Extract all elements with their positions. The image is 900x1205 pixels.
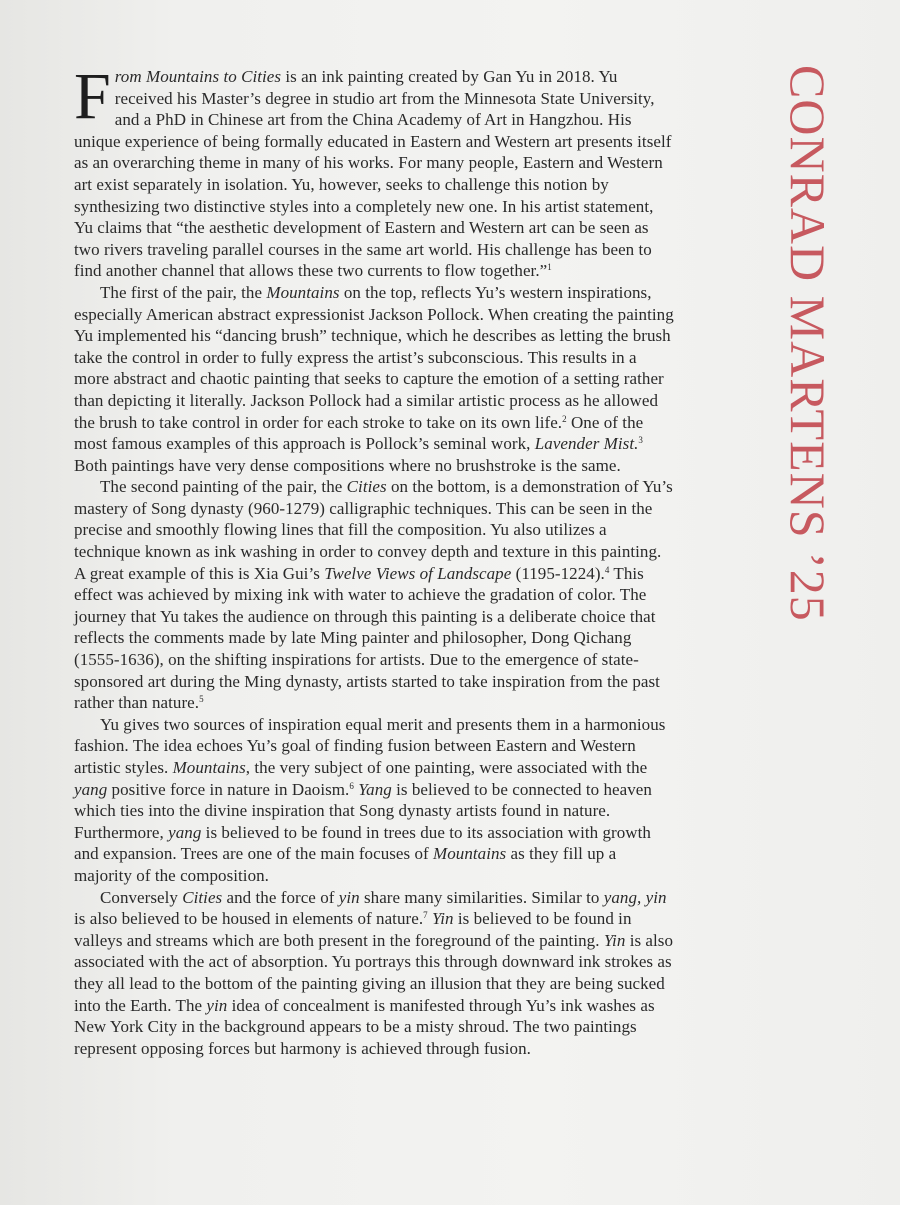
author-sidebar-title: CONRAD MARTENS ’25 xyxy=(780,65,836,622)
artwork-title: Cities xyxy=(182,887,223,907)
paragraph-2 xyxy=(74,282,674,476)
paragraph-text: This effect was achieved by mixing ink with water to achieve the gradation of color. The journey that Yu takes the audience on through this painting is a deliberate choice that reflects the comments made by late Ming painter and philosopher, Dong Qichang (1555-1636), on the shifting inspirations for artists. Due to the emergence of state-sponsored art during the Ming dynasty, artists started to take inspiration from the past rather than nature. xyxy=(74,563,660,713)
paragraph-1 xyxy=(74,60,674,282)
emphasis: yin xyxy=(206,995,228,1015)
paragraph-text: One of the most famous examples of this approach is Pollock’s seminal work, xyxy=(74,412,644,454)
emphasis: yang, yin xyxy=(603,887,667,907)
paragraph-text: Conversely xyxy=(100,887,183,907)
paragraph-text: idea of concealment is manifested through Yu’s ink washes as New York City in the background appears to be a misty shroud. The two paintings represent opposing forces but harmony is achieved through fusion. xyxy=(74,995,655,1058)
paragraph-text: Both paintings have very dense compositions where no brushstroke is the same. xyxy=(74,455,621,475)
paragraph-text: on the bottom, is a demonstration of Yu’s mastery of Song dynasty (960-1279) calligraphic techniques. This can be seen in the precise and smoothly flowing lines that fill the composition. Yu also utilizes a technique known as ink washing in order to convey depth and texture in this painting. A great example of this is Xia Gui’s xyxy=(74,477,673,583)
footnote-ref: 5 xyxy=(199,694,204,705)
paragraph-text: is believed to be found in valleys and streams which are both present in the foreground of the painting. xyxy=(74,909,632,950)
emphasis: Yang xyxy=(358,779,392,799)
artwork-title: Mountains xyxy=(172,758,246,777)
paragraph-text: The first of the pair, the xyxy=(100,282,267,302)
drop-cap: F xyxy=(74,60,111,133)
footnote-ref: 3 xyxy=(638,435,643,446)
footnote-ref: 6 xyxy=(349,780,354,791)
artwork-title: Mountains xyxy=(433,844,507,864)
paragraph-text: is believed to be connected to heaven which ties into the divine inspiration that Song dynasty artists found in nature. Furthermore, xyxy=(74,779,652,842)
paragraph-text: is an ink painting created by Gan Yu in 2018. Yu received his Master’s degree in studio art from the Minnesota State University, and a PhD in Chinese art from the China Academy of Art in Hangzhou. His unique experience of being formally educated in Eastern and Western art presents itself as an overarching theme in many of his works. For many people, Eastern and Western art exist separately in isolation. Yu, however, seeks to challenge this notion by synthesizing two distinctive styles into a completely new one. In his artist statement, Yu claims that “the aesthetic development of Eastern and Western art can be seen as two rivers traveling parallel courses in the same art world. His challenge has been to find another channel that allows these two currents to flow together.” xyxy=(74,67,672,281)
paragraph-4 xyxy=(74,714,674,887)
paragraph-text: is also associated with the act of absorption. Yu portrays this through downward ink strokes as they all lead to the bottom of the painting giving an illusion that they are being sucked into the Earth. The xyxy=(74,930,674,1015)
essay-body xyxy=(74,60,674,1059)
artwork-title: Twelve Views of Landscape xyxy=(324,563,512,583)
paragraph-text: The second painting of the pair, the xyxy=(100,477,347,497)
artwork-title: Mountains xyxy=(266,282,340,302)
paragraph-text: is believed to be found in trees due to its association with growth and expansion. Trees are one of the main focuses of xyxy=(74,822,651,864)
footnote-ref: 4 xyxy=(604,564,610,575)
paragraph-text: (1195-1224). xyxy=(511,563,605,583)
paragraph-text: and the force of xyxy=(222,887,339,907)
paragraph-text: is also believed to be housed in elements of nature. xyxy=(74,909,424,929)
paragraph-text: , the very subject of one painting, were associated with the xyxy=(245,758,648,777)
paragraph-text: Yu gives two sources of inspiration equal merit and presents them in a harmonious fashion. The idea echoes Yu’s goal of finding fusion between Eastern and Western artistic styles. xyxy=(74,714,666,777)
footnote-ref: 7 xyxy=(423,910,428,921)
paragraph-text: positive force in nature in Daoism. xyxy=(107,779,350,799)
paragraph-text: as they fill up a majority of the composition. xyxy=(74,844,617,885)
footnote-ref: 1 xyxy=(547,262,552,273)
paragraph-text: share many similarities. Similar to xyxy=(359,887,604,907)
paragraph-text: on the top, reflects Yu’s western inspirations, especially American abstract expressionist Jackson Pollock. When creating the painting Yu implemented his “dancing brush” technique, which he describes as letting the brush take the control in order to fully express the artist’s subconscious. This results in a more abstract and chaotic painting that seeks to capture the emotion of a setting rather than depicting it literally. Jackson Pollock had a similar artistic process as he allowed the brush to take control in order for each stroke to take on its own life. xyxy=(74,282,674,432)
emphasis: yin xyxy=(338,887,360,907)
artwork-title: Lavender Mist. xyxy=(534,434,639,454)
artwork-title: Cities xyxy=(346,477,387,497)
emphasis: Yin xyxy=(603,930,626,950)
emphasis: yang xyxy=(74,779,108,799)
emphasis: yang xyxy=(168,822,202,842)
paragraph-5 xyxy=(74,887,674,1060)
paragraph-3 xyxy=(74,476,674,714)
emphasis: Yin xyxy=(432,909,454,929)
artwork-title: rom Mountains to Cities xyxy=(114,67,282,86)
footnote-ref: 2 xyxy=(562,413,567,424)
